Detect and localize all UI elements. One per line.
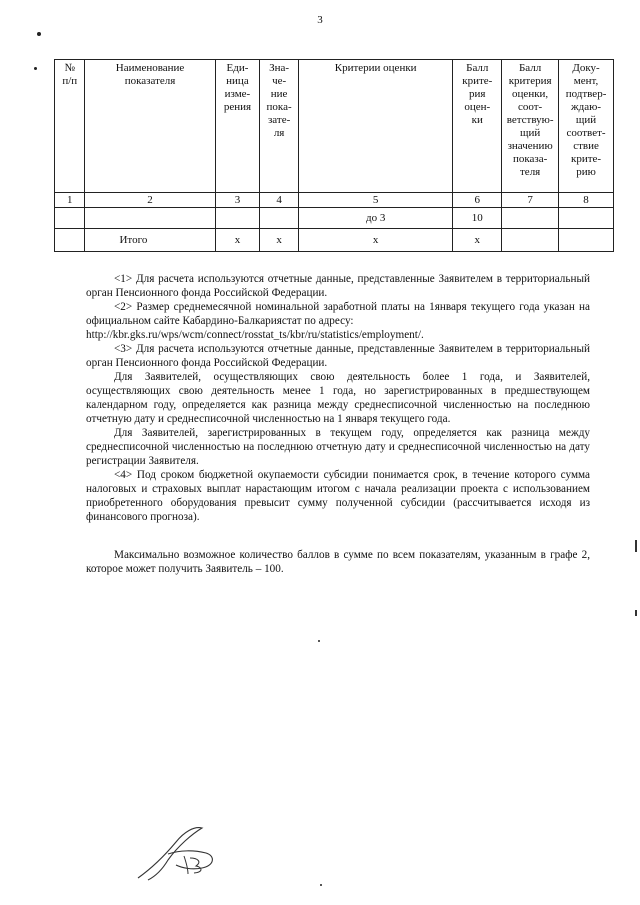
footnote-3-paragraph-2: Для Заявителей, осуществляющих свою деятельность более 1 года, и Заявителей, осуществляющих свою деятельность менее 1 года, но зарегистрированных в предшествующем календарном году, определяется как разница между среднесписочной численностью на последнюю отчетную дату и среднесписочной численностью на 1 января текущего года. <box>86 371 590 425</box>
table-cell: х <box>215 229 260 252</box>
column-number-row <box>55 193 614 208</box>
criteria-table <box>54 59 614 252</box>
table-cell: до 3 <box>298 208 452 229</box>
table-cell <box>502 229 559 252</box>
column-number-cell: 8 <box>559 193 614 208</box>
table-cell <box>559 208 614 229</box>
table-cell <box>55 229 85 252</box>
header-cell-indicator-name: Наименование показателя <box>85 60 215 193</box>
table-cell <box>85 208 215 229</box>
footnote-1: <1> Для расчета используются отчетные данные, представленные Заявителем в территориальный орган Пенсионного фонда Российской Федерации. <box>86 273 590 299</box>
footnote-2-url: http://kbr.gks.ru/wps/wcm/connect/rosstat_ts/kbr/ru/statistics/employment/. <box>86 329 424 341</box>
table-cell <box>260 208 299 229</box>
scan-edge-mark <box>635 540 637 552</box>
scan-edge-mark <box>635 610 637 616</box>
header-cell-criterion-score: Балл крите- рия оцен- ки <box>453 60 502 193</box>
table-header-row <box>55 60 614 193</box>
header-cell-indicator-value: Зна- че- ние пока- зате- ля <box>260 60 299 193</box>
header-cell-unit: Еди- ница изме- рения <box>215 60 260 193</box>
column-number-cell: 7 <box>502 193 559 208</box>
footnote-4: <4> Под сроком бюджетной окупаемости субсидии понимается срок, в течение которого сумма налоговых и страховых выплат нарастающим итогом с начала реализации проекта с использованием приобретенного оборудования превысит сумму полученной субсидии (рассчитывается исходя из финансового прогноза). <box>86 469 590 523</box>
footnote-2: <2> Размер среднемесячной номинальной заработной платы на 1января текущего года указан на официальном сайте Кабардино-Балкариястат по адресу: <box>86 301 590 327</box>
column-number-cell: 4 <box>260 193 299 208</box>
footnote-3: <3> Для расчета используются отчетные данные, представленные Заявителем в территориальный орган Пенсионного фонда Российской Федерации. <box>86 343 590 369</box>
table-row <box>55 208 614 229</box>
footnote-3-paragraph-3: Для Заявителей, зарегистрированных в текущем году, определяется как разница между среднесписочной численностью на последнюю отчетную дату и среднесписочной численностью на дату регистрации Заявителя. <box>86 427 590 467</box>
column-number-cell: 5 <box>298 193 452 208</box>
total-label: Итого <box>85 229 215 252</box>
table-cell <box>559 229 614 252</box>
table-cell: х <box>298 229 452 252</box>
table-cell: х <box>453 229 502 252</box>
table-cell <box>502 208 559 229</box>
scan-speck <box>320 884 322 886</box>
table-cell <box>55 208 85 229</box>
total-row <box>55 229 614 252</box>
column-number-cell: 2 <box>85 193 215 208</box>
header-cell-document: Доку- мент, подтвер- ждаю- щий соответ- ствие крите- рию <box>559 60 614 193</box>
table-cell: 10 <box>453 208 502 229</box>
column-number-cell: 3 <box>215 193 260 208</box>
scan-speck <box>34 67 37 70</box>
max-score-note: Максимально возможное количество баллов в сумме по всем показателям, указанным в графе 2, которое может получить Заявитель – 100. <box>86 549 590 575</box>
page-number: 3 <box>317 14 323 26</box>
footnotes <box>86 272 590 576</box>
header-cell-number: № п/п <box>55 60 85 193</box>
scan-speck <box>318 640 320 642</box>
handwritten-signature <box>132 820 224 886</box>
scan-speck <box>37 32 41 36</box>
column-number-cell: 1 <box>55 193 85 208</box>
header-cell-criteria: Критерии оценки <box>298 60 452 193</box>
column-number-cell: 6 <box>453 193 502 208</box>
table-cell <box>215 208 260 229</box>
header-cell-matching-score: Балл критерия оценки, соот- ветствую- щий значению показа- теля <box>502 60 559 193</box>
table-cell: х <box>260 229 299 252</box>
